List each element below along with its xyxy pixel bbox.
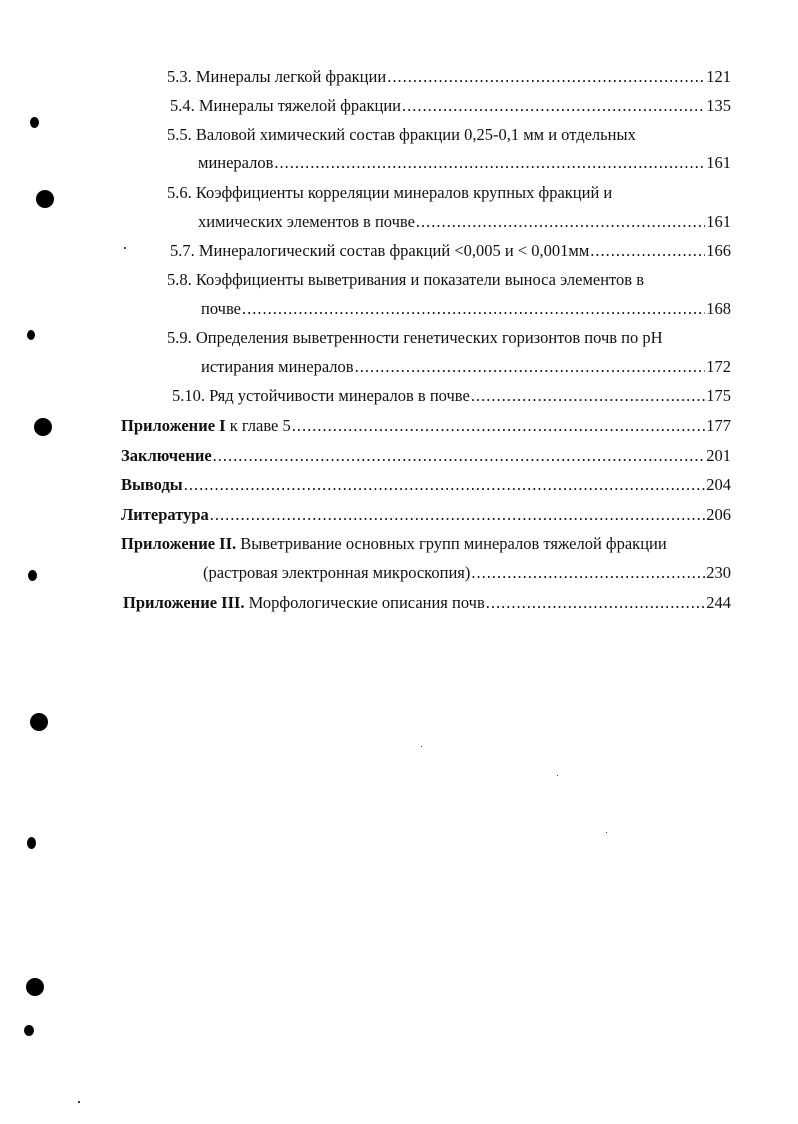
toc-entry-page: 161 — [706, 153, 731, 172]
toc-entry — [167, 67, 731, 89]
leader-dots — [355, 357, 706, 377]
toc-entry-title — [123, 593, 485, 613]
toc-entry — [170, 241, 731, 263]
speck — [124, 247, 126, 249]
toc-entry-title-cont: истирания минералов — [201, 357, 354, 376]
punch-hole — [24, 1025, 34, 1036]
toc-entry-title: 5.9. Определения выветренности генетических горизонтов почв по pH — [167, 328, 663, 347]
punch-hole — [27, 330, 35, 340]
toc-entry — [170, 96, 731, 118]
toc-entry-title — [121, 475, 183, 495]
punch-hole — [30, 713, 48, 731]
toc-entry — [123, 593, 731, 615]
speck — [557, 775, 558, 776]
speck — [606, 832, 607, 833]
toc-entry-page: 175 — [706, 386, 731, 405]
toc-entry-page: 135 — [706, 96, 731, 115]
punch-hole — [27, 837, 36, 849]
toc-entry-page: 172 — [706, 357, 731, 376]
toc-entry-title-cont: минералов — [198, 153, 274, 172]
leader-dots — [210, 505, 705, 525]
toc-entry-title-cont: химических элементов в почве — [198, 212, 415, 231]
toc-entry — [203, 563, 731, 585]
toc-entry — [121, 505, 731, 527]
toc-entry-page: 161 — [706, 212, 731, 231]
toc-entry-title: 5.4. Минералы тяжелой фракции — [170, 96, 401, 115]
punch-hole — [28, 570, 37, 581]
toc-entry-title-bold: Заключение — [121, 446, 212, 465]
toc-entry-title: 5.7. Минералогический состав фракций <0,005 и < 0,001мм — [170, 241, 590, 260]
toc-entry-title-bold: Приложение III. — [123, 593, 245, 612]
toc-entry-title — [121, 416, 291, 436]
leader-dots — [274, 153, 705, 173]
leader-dots — [402, 96, 705, 116]
toc-entry — [121, 475, 731, 497]
leader-dots — [292, 416, 706, 436]
leader-dots — [590, 241, 705, 261]
leader-dots — [416, 212, 705, 232]
toc-entry-title-rest: к главе 5 — [225, 416, 291, 435]
leader-dots — [471, 563, 705, 583]
punch-hole — [36, 190, 54, 208]
toc-entry — [121, 446, 731, 468]
punch-hole — [34, 418, 52, 436]
toc-entry-title: 5.3. Минералы легкой фракции — [167, 67, 387, 86]
speck — [78, 1101, 80, 1103]
toc-entry-title-cont: (растровая электронная микроскопия) — [203, 563, 471, 582]
toc-entry-title: 5.10. Ряд устойчивости минералов в почве — [172, 386, 470, 405]
toc-entry-title-rest: Выветривание основных групп минералов тяжелой фракции — [236, 534, 667, 553]
toc-entry-title-bold: Приложение I — [121, 416, 226, 435]
toc-entry — [198, 153, 731, 175]
toc-entry-title: 5.5. Валовой химический состав фракции 0,25-0,1 мм и отдельных — [167, 125, 636, 144]
toc-entry-title — [121, 446, 212, 466]
toc-entry-title-bold: Выводы — [121, 475, 183, 494]
leader-dots — [486, 593, 705, 613]
toc-entry-page: 121 — [706, 67, 731, 86]
toc-entry-title-cont: почве — [201, 299, 241, 318]
toc-entry-title-bold: Приложение II. — [121, 534, 237, 553]
punch-hole — [26, 978, 44, 996]
toc-entry-title: 5.6. Коэффициенты корреляции минералов крупных фракций и — [167, 183, 613, 202]
leader-dots — [242, 299, 705, 319]
toc-entry-title-rest: Морфологические описания почв — [244, 593, 485, 612]
toc-entry-page: 168 — [706, 299, 731, 318]
toc-entry-title — [121, 505, 209, 525]
toc-entry — [172, 386, 731, 408]
toc-entry-title — [121, 534, 667, 556]
toc-entry-title-bold: Литература — [121, 505, 209, 524]
toc-entry — [201, 357, 731, 379]
toc-entry — [198, 212, 731, 234]
leader-dots — [213, 446, 706, 466]
toc-entry-page: 230 — [706, 563, 731, 582]
toc-entry — [121, 416, 731, 438]
toc-entry-title: 5.8. Коэффициенты выветривания и показатели выноса элементов в — [167, 270, 644, 289]
toc-entry-page: 244 — [706, 593, 731, 612]
toc-entry-page: 166 — [706, 241, 731, 260]
speck — [421, 746, 422, 747]
leader-dots — [387, 67, 705, 87]
toc-entry-page: 206 — [706, 505, 731, 524]
toc-entry-page: 204 — [706, 475, 731, 494]
leader-dots — [471, 386, 705, 406]
toc-entry-page: 201 — [706, 446, 731, 465]
leader-dots — [184, 475, 706, 495]
toc-entry-page: 177 — [706, 416, 731, 435]
punch-hole — [30, 117, 39, 128]
toc-entry — [201, 299, 731, 321]
